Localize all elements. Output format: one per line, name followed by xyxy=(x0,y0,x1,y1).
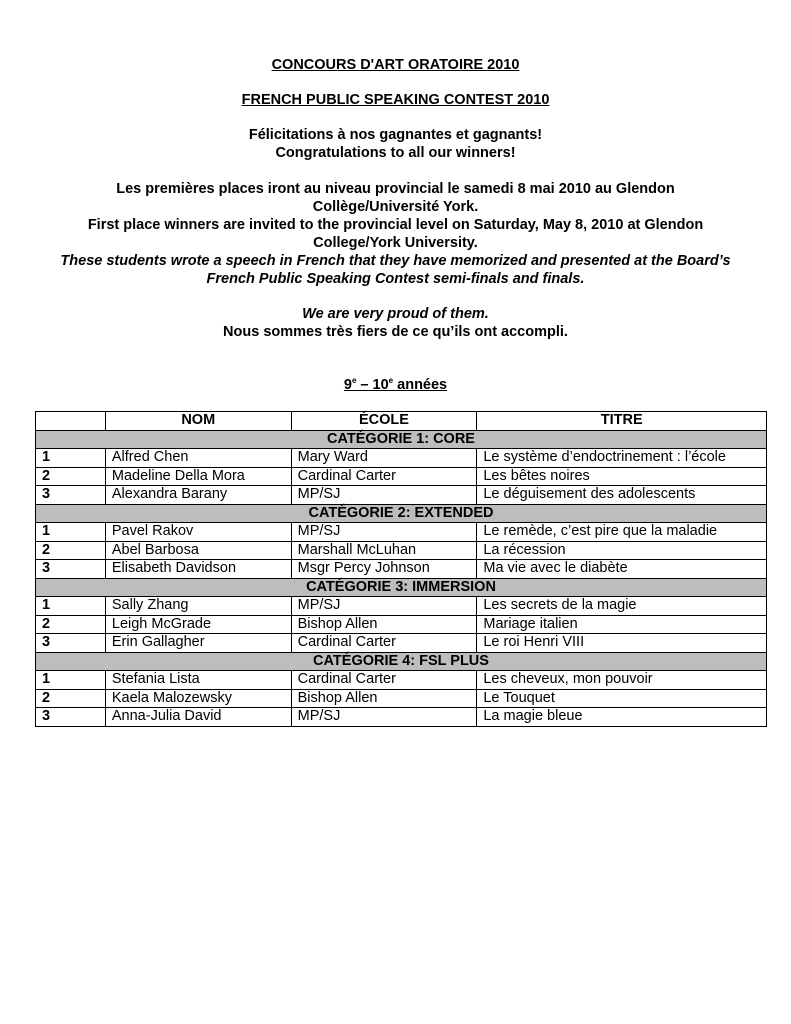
rank-cell: 3 xyxy=(36,486,106,505)
title-cell: Le Touquet xyxy=(477,689,767,708)
name-cell: Leigh McGrade xyxy=(105,615,291,634)
name-cell: Kaela Malozewsky xyxy=(105,689,291,708)
rank-cell: 1 xyxy=(36,671,106,690)
rank-cell: 2 xyxy=(36,467,106,486)
title-cell: Mariage italien xyxy=(477,615,767,634)
grade-word: années xyxy=(393,377,448,393)
rank-cell: 2 xyxy=(36,541,106,560)
name-cell: Elisabeth Davidson xyxy=(105,560,291,579)
school-cell: Msgr Percy Johnson xyxy=(291,560,477,579)
table-row xyxy=(36,615,767,634)
table-header-row xyxy=(36,412,767,431)
table-row xyxy=(36,634,767,653)
name-cell: Alexandra Barany xyxy=(105,486,291,505)
rank-cell: 1 xyxy=(36,597,106,616)
title-cell: Le roi Henri VIII xyxy=(477,634,767,653)
title-cell: Le système d’endoctrinement : l’école xyxy=(477,449,767,468)
header-title: TITRE xyxy=(477,412,767,431)
header-school: ÉCOLE xyxy=(291,412,477,431)
name-cell: Pavel Rakov xyxy=(105,523,291,542)
name-cell: Stefania Lista xyxy=(105,671,291,690)
title-cell: Les bêtes noires xyxy=(477,467,767,486)
school-cell: Marshall McLuhan xyxy=(291,541,477,560)
provincial-fr-line2: Collège/Université York. xyxy=(312,199,479,215)
category-row xyxy=(36,578,767,597)
congrats-en: Congratulations to all our winners! xyxy=(275,145,516,161)
rank-cell: 3 xyxy=(36,634,106,653)
table-row xyxy=(36,523,767,542)
category-row xyxy=(36,430,767,449)
school-cell: Cardinal Carter xyxy=(291,671,477,690)
table-row xyxy=(36,708,767,727)
rank-cell: 3 xyxy=(36,560,106,579)
provincial-fr-line1: Les premières places iront au niveau provincial le samedi 8 mai 2010 au Glendon xyxy=(116,181,675,197)
proud-block xyxy=(0,305,791,341)
rank-cell: 2 xyxy=(36,689,106,708)
school-cell: Cardinal Carter xyxy=(291,467,477,486)
name-cell: Anna-Julia David xyxy=(105,708,291,727)
title-cell: Les secrets de la magie xyxy=(477,597,767,616)
table-row xyxy=(36,560,767,579)
name-cell: Abel Barbosa xyxy=(105,541,291,560)
rank-cell: 1 xyxy=(36,523,106,542)
category-label: CATÉGORIE 2: EXTENDED xyxy=(36,504,767,523)
school-cell: Mary Ward xyxy=(291,449,477,468)
title-cell: La récession xyxy=(477,541,767,560)
congrats-fr: Félicitations à nos gagnantes et gagnants! xyxy=(248,127,543,143)
grade-second: 10 xyxy=(372,377,389,393)
grade-sup-1: e xyxy=(351,376,357,386)
title-cell: Le déguisement des adolescents xyxy=(477,486,767,505)
category-row xyxy=(36,652,767,671)
category-label: CATÉGORIE 3: IMMERSION xyxy=(36,578,767,597)
proud-en: We are very proud of them. xyxy=(302,306,489,322)
table-row xyxy=(36,671,767,690)
name-cell: Sally Zhang xyxy=(105,597,291,616)
name-cell: Alfred Chen xyxy=(105,449,291,468)
school-cell: MP/SJ xyxy=(291,486,477,505)
speech-note-line2: French Public Speaking Contest semi-finals and finals. xyxy=(206,271,585,287)
header-rank xyxy=(36,412,106,431)
proud-fr: Nous sommes très fiers de ce qu’ils ont accompli. xyxy=(223,324,568,340)
table-row xyxy=(36,467,767,486)
school-cell: MP/SJ xyxy=(291,597,477,616)
title-cell: Ma vie avec le diabète xyxy=(477,560,767,579)
name-cell: Erin Gallagher xyxy=(105,634,291,653)
title-fr: CONCOURS D'ART ORATOIRE 2010 xyxy=(271,57,520,73)
grade-sup-2: e xyxy=(388,376,394,386)
table-row xyxy=(36,689,767,708)
rank-cell: 1 xyxy=(36,449,106,468)
speech-note-line1: These students wrote a speech in French that they have memorized and presented at the Board’s xyxy=(60,253,731,269)
grade-first: 9 xyxy=(343,377,352,393)
school-cell: MP/SJ xyxy=(291,523,477,542)
grade-dash: – xyxy=(356,377,373,393)
table-row xyxy=(36,449,767,468)
table-row xyxy=(36,541,767,560)
intro-block xyxy=(30,180,761,288)
title-en: FRENCH PUBLIC SPEAKING CONTEST 2010 xyxy=(241,92,550,108)
category-label: CATÉGORIE 4: FSL PLUS xyxy=(36,652,767,671)
name-cell: Madeline Della Mora xyxy=(105,467,291,486)
table-row xyxy=(36,486,767,505)
school-cell: Bishop Allen xyxy=(291,615,477,634)
school-cell: MP/SJ xyxy=(291,708,477,727)
rank-cell: 2 xyxy=(36,615,106,634)
congratulations xyxy=(0,126,791,162)
rank-cell: 3 xyxy=(36,708,106,727)
category-row xyxy=(36,504,767,523)
school-cell: Cardinal Carter xyxy=(291,634,477,653)
table-row xyxy=(36,597,767,616)
header-name: NOM xyxy=(105,412,291,431)
school-cell: Bishop Allen xyxy=(291,689,477,708)
title-cell: La magie bleue xyxy=(477,708,767,727)
winners-table xyxy=(35,411,767,727)
provincial-en-line1: First place winners are invited to the provincial level on Saturday, May 8, 2010 at Glendon xyxy=(87,217,704,233)
grade-heading xyxy=(0,376,791,394)
provincial-en-line2: College/York University. xyxy=(313,235,478,251)
title-cell: Le remède, c’est pire que la maladie xyxy=(477,523,767,542)
title-cell: Les cheveux, mon pouvoir xyxy=(477,671,767,690)
category-label: CATÉGORIE 1: CORE xyxy=(36,430,767,449)
